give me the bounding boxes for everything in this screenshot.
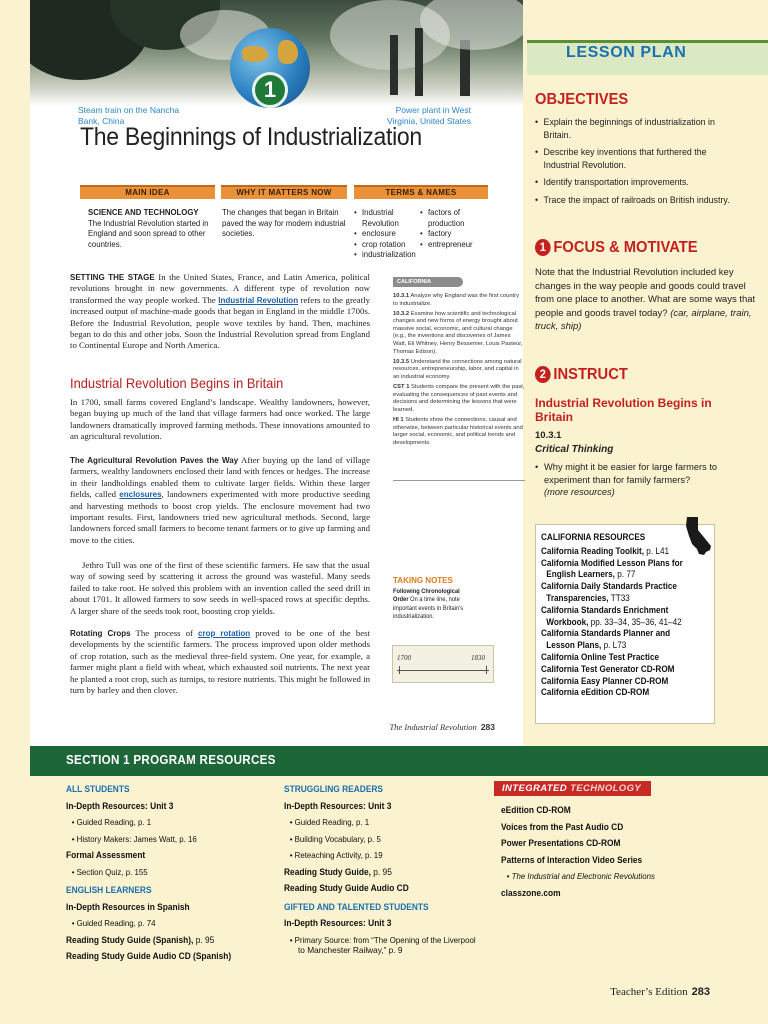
resource-title-text: Reading Study Guide (Spanish), (66, 934, 194, 945)
struggling-readers-heading: STRUGGLING READERS (284, 784, 384, 794)
resource-title: Power Presentations CD-ROM (501, 838, 621, 848)
critical-thinking-question: • Why might it be easier for large farmers to experiment than for family farmers? (more resources) (535, 462, 718, 498)
california-resources-list (541, 532, 716, 699)
resource-sub-item-cont: to Manchester Railway,” p. 9 (298, 945, 403, 955)
california-standards-tag: CALIFORNIA STANDARDS (393, 277, 463, 287)
resource-title: English Learners, (546, 569, 615, 580)
standard-item (393, 359, 525, 382)
timeline-end: 1830 (471, 654, 485, 662)
section-number-badge: 1 (252, 72, 288, 108)
standard-code: 10.3.5 (393, 358, 410, 365)
resource-title: In-Depth Resources: Unit 3 (284, 918, 392, 928)
why-it-matters-text: The changes that began in Britain paved the way for modern industrial societies. (222, 208, 346, 238)
all-students-heading: ALL STUDENTS (66, 784, 130, 794)
taking-notes-body: On a time line, note important events in Britain’s industrialization. (393, 596, 464, 621)
resource-title: California Online Test Practice (541, 651, 660, 662)
terms-names-header: TERMS & NAMES (354, 185, 488, 199)
ca-resource-item (541, 628, 695, 640)
ca-resources-heading: CALIFORNIA RESOURCES (541, 532, 646, 542)
resource-sub-text: Section Quiz, p. 155 (76, 866, 148, 877)
resource-title: Lesson Plans, (546, 640, 602, 651)
resource-page: p. 95 (193, 934, 215, 945)
focus-body: Note that the Industrial Revolution included key changes in the way people and goods could travel from one place to another. What are some ways that people and goods travel today? (535, 267, 756, 319)
taking-notes-lead: Following Chronological Order (393, 588, 460, 604)
objectives-list (535, 116, 755, 212)
resource-title: In-Depth Resources: Unit 3 (284, 800, 392, 811)
standard-item (393, 293, 525, 308)
instruct-heading (535, 366, 628, 384)
why-it-matters-header: WHY IT MATTERS NOW (221, 185, 347, 199)
keyword-enclosures[interactable]: enclosures (119, 490, 162, 500)
setting-lead: SETTING THE STAGE (70, 273, 155, 282)
standard-item (393, 311, 525, 357)
resource-title: California Easy Planner CD-ROM (541, 675, 669, 686)
resource-title (66, 932, 255, 949)
ca-resource-item (541, 569, 695, 581)
footer-left-label: The Industrial Revolution (389, 722, 477, 732)
resource-title: eEdition CD-ROM (501, 805, 571, 815)
standard-code: 10.3.2 (393, 310, 410, 317)
standard-text: Understand the connections among natural resources, entrepreneurship, labor, and capital in an industrial economy. (393, 358, 522, 380)
resource-sub-text: The Industrial and Electronic Revolutions (511, 871, 655, 881)
term-item: • crop rotation (354, 240, 416, 251)
question-text: Why might it be easier for large farmers to experiment than for family farmers? (544, 462, 718, 485)
ca-resource-item (541, 617, 695, 629)
resource-page: p. L73 (601, 640, 627, 651)
gifted-talented-heading: GIFTED AND TALENTED STUDENTS (284, 901, 429, 912)
focus-heading-text: FOCUS & MOTIVATE (553, 239, 698, 256)
step-1-badge: 1 (535, 239, 551, 256)
term-item: • factors of production (420, 208, 492, 229)
resource-title: In-Depth Resources: Unit 3 (66, 800, 174, 811)
section-title: The Beginnings of Industrialization (80, 123, 422, 151)
ca-resource-item (541, 581, 695, 593)
standard-text: Students compare the present with the past, evaluating the consequences of past events and decisions and determining the lessons that were learned. (393, 384, 525, 413)
main-idea-text (88, 208, 216, 250)
setting-the-stage (70, 272, 370, 352)
objective-item: • Trace the impact of railroads on British industry. (535, 194, 744, 207)
resource-title: California Reading Toolkit, (541, 545, 645, 556)
resource-page: p. 77 (614, 569, 636, 580)
resource-title: Transparencies, (546, 592, 609, 603)
focus-text (535, 266, 757, 334)
ca-resource-item (541, 546, 695, 558)
keyword-crop-rotation[interactable]: crop rotation (198, 629, 251, 638)
standard-text: Students show the connections, causal and otherwise, between particular historical events and larger social, economic, and political trends and developments. (393, 416, 523, 446)
resource-sub-item: • Primary Source: from “The Opening of the Liverpool (289, 934, 476, 945)
resource-sub-item: • Reteaching Activity, p. 19 (289, 850, 383, 860)
term-item: • entrepreneur (420, 240, 492, 251)
standard-item (393, 384, 525, 414)
resource-sub-text: Primary Source: from “The Opening of the Liverpool (294, 934, 476, 945)
program-resources-title: SECTION 1 PROGRAM RESOURCES (66, 753, 276, 767)
term-item: • factory (420, 229, 492, 240)
more-resources: (more resources) (544, 487, 615, 498)
resource-title: In-Depth Resources in Spanish (66, 901, 190, 912)
footer-right-label: Teacher’s Edition (610, 986, 688, 998)
standard-item (393, 417, 525, 447)
resource-sub-item: • History Makers: James Watt, p. 16 (71, 833, 197, 844)
timeline-graphic (392, 645, 494, 683)
resource-sub-item: • Guided Reading, p. 1 (289, 817, 370, 827)
resource-page: p. 95 (370, 866, 392, 877)
instruct-standard: 10.3.1 (535, 430, 562, 441)
english-learners-heading: ENGLISH LEARNERS (66, 885, 152, 895)
integrated-technology-tag (494, 781, 651, 796)
resource-title: California Test Generator CD-ROM (541, 663, 675, 674)
timeline-tick (486, 666, 487, 674)
timeline-start: 1700 (397, 654, 411, 662)
standard-text: Analyze why England was the first country to industrialize. (393, 293, 519, 307)
resource-title: Patterns of Interaction Video Series (501, 854, 643, 865)
objective-item: • Explain the beginnings of industrialization in Britain. (535, 116, 744, 141)
standard-code: HI 1 (393, 416, 404, 423)
footer-left (389, 722, 495, 732)
paragraph-jethro-tull: Jethro Tull was one of the first of these scientific farmers. He saw that the usual way of sowing seed by scattering it across the ground was wasteful. Many seeds failed to take root. He solved this problem with an invention called the seed drill in about 1701. It allowed farmers to sow seeds in well-spaced rows at specific depths. A larger share of the seeds took root, boosting crop yields. (70, 560, 370, 616)
setting-text-1: In the United States, France, and Latin America, political revolutions brought in new governments. A different type of revolution now transformed the way people worked. The (70, 272, 370, 305)
footer-right (610, 986, 710, 998)
terms-list-1 (354, 208, 416, 261)
ca-resource-item (541, 664, 695, 676)
paragraph-rotating-crops (70, 628, 370, 696)
para4-lead: Rotating Crops (70, 629, 131, 638)
setting-text-2: refers to the greatly increased output of machine-made goods that began in England in the middle 1700s. Before the Industrial Revolution, people wove textiles by hand. Then, machines began to do this and other jobs. Soon the Industrial Revolution spread from England to Continental Europe and North America. (70, 294, 370, 351)
keyword-industrial-revolution[interactable]: Industrial Revolution (218, 295, 299, 305)
ca-resource-item (541, 676, 695, 688)
caption-right: Power plant in West Virginia, United States (387, 105, 471, 126)
para2-lead: The Agricultural Revolution Paves the Way (70, 456, 239, 465)
term-item: • enclosure (354, 229, 416, 240)
footer-left-page: 283 (480, 722, 495, 732)
standard-code: CST 1 (393, 384, 410, 391)
resource-sub-item: • Guided Reading, p. 74 (71, 918, 156, 928)
resource-title: California Standards Planner and (541, 628, 671, 639)
resource-sub-item: • Building Vocabulary, p. 5 (289, 833, 381, 844)
tag-part-1: INTEGRATED (502, 783, 568, 794)
resource-title: Voices from the Past Audio CD (501, 821, 624, 832)
footer-right-page: 283 (691, 986, 710, 998)
ca-resource-item (541, 687, 695, 699)
resource-sub-text: Guided Reading, p. 74 (76, 918, 156, 928)
objectives-heading: OBJECTIVES (535, 91, 629, 108)
resource-sub-item: • The Industrial and Electronic Revolutions (506, 871, 655, 881)
classzone-link[interactable]: classzone.com (501, 887, 561, 898)
instruct-heading-text: INSTRUCT (553, 366, 628, 383)
paragraph-agricultural-revolution (70, 455, 370, 546)
ca-resource-item (541, 558, 695, 570)
taking-notes-header: TAKING NOTES (393, 576, 453, 585)
divider (393, 480, 525, 481)
resources-column-2 (284, 781, 494, 959)
para4-text-1: The process of (130, 628, 199, 638)
ca-resource-item (541, 593, 695, 605)
timeline-tick (399, 666, 400, 674)
resource-title: Reading Study Guide Audio CD (Spanish) (66, 951, 232, 961)
student-content (30, 0, 523, 746)
critical-thinking-heading: Critical Thinking (535, 444, 614, 455)
timeline-line (397, 670, 489, 671)
resource-title: California Daily Standards Practice (541, 581, 677, 592)
para2-text-2: , landowners experimented with more productive seeding and harvesting methods to boost crop yields. The enclosure movement had two important results. First, landowners tried new agricultural methods. Second, large landowners forced small farmers to become tenant farmers or to give up farming and move to the cities. (70, 489, 370, 545)
term-item: • industrialization (354, 250, 416, 261)
resource-title: California eEdition CD-ROM (541, 687, 650, 698)
resource-page: pp. 33–34, 35–36, 41–42 (588, 616, 682, 627)
resource-title: California Standards Enrichment (541, 604, 669, 615)
focus-motivate-heading (535, 239, 698, 257)
resources-column-1 (66, 781, 276, 965)
main-idea-lead: SCIENCE AND TECHNOLOGY (88, 208, 199, 217)
heading-industrial-revolution: Industrial Revolution Begins in Britain (70, 375, 284, 391)
resource-title: Formal Assessment (66, 850, 146, 860)
lesson-plan-title: LESSON PLAN (566, 44, 687, 61)
ca-resource-item (541, 652, 695, 664)
resource-sub-text: Building Vocabulary, p. 5 (294, 833, 381, 844)
resource-sub-text: Guided Reading, p. 1 (294, 817, 370, 827)
instruct-subheading: Industrial Revolution Begins in Britain (535, 396, 712, 424)
step-2-badge: 2 (535, 366, 551, 383)
terms-list-2 (420, 208, 492, 250)
resource-title (284, 864, 473, 881)
main-idea-header: MAIN IDEA (80, 185, 215, 199)
resource-sub-text: Guided Reading, p. 1 (76, 817, 152, 827)
resource-sub-item: • Section Quiz, p. 155 (71, 866, 148, 877)
standard-code: 10.3.1 (393, 293, 410, 299)
term-item: • Industrial Revolution (354, 208, 416, 229)
main-idea-body: The Industrial Revolution started in England and soon spread to other countries. (88, 218, 209, 249)
para2-text-1: After buying up the land of village farmers, wealthy landowners enclosed their land with fences or hedges. The increase in their landholdings enabled them to cultivate larger fields. Within these larger fields, called (70, 455, 370, 500)
ca-resource-item (541, 640, 695, 652)
caption-left: Steam train on the Nancha Bank, China (78, 105, 180, 126)
ca-resource-item (541, 605, 695, 617)
resource-page: TT33 (608, 592, 630, 603)
california-standards-list (393, 293, 525, 450)
focus-answer: (car, airplane, train, truck, ship) (535, 307, 752, 332)
taking-notes-text (393, 588, 463, 622)
resource-sub-item: • Guided Reading, p. 1 (71, 817, 152, 827)
objective-item: • Describe key inventions that furthered the Industrial Revolution. (535, 146, 744, 171)
tag-part-2: TECHNOLOGY (570, 783, 642, 794)
resource-title: Workbook, (546, 616, 589, 627)
resources-column-3 (501, 802, 731, 901)
resource-page: p. L41 (644, 545, 670, 556)
resource-title-text: Reading Study Guide, (284, 866, 371, 877)
resource-sub-text: History Makers: James Watt, p. 16 (76, 833, 197, 844)
resource-title: Reading Study Guide Audio CD (284, 883, 409, 893)
objective-item: • Identify transportation improvements. (535, 176, 744, 189)
standard-text: Examine how scientific and technological changes and new forms of energy brought about massive social, economic, and cultural change (e.g., the inventions and discoveries of James Watt, Eli Whitney, Henry Bessemer, Louis Pasteur, Thomas Edison). (393, 310, 523, 355)
paragraph-1: In 1700, small farms covered England’s landscape. Wealthy landowners, however, began buying up much of the land that village farmers had once worked. The large landowners dramatically improved farming methods. These innovations amounted to an agricultural revolution. (70, 397, 370, 442)
para4-text-2: proved to be one of the best developments by the scientific farmers. The process improved upon older methods of crop rotation, such as the medieval three-field system. One year, for example, a farmer might plant a field with wheat, which exhausted soil nutrients. The next year he planted a root crop, such as turnips, to restore nutrients. This might be followed in turn by barley and then clover. (70, 628, 370, 696)
resource-title: California Modified Lesson Plans for (541, 557, 683, 568)
resource-sub-text: Reteaching Activity, p. 19 (294, 850, 383, 860)
